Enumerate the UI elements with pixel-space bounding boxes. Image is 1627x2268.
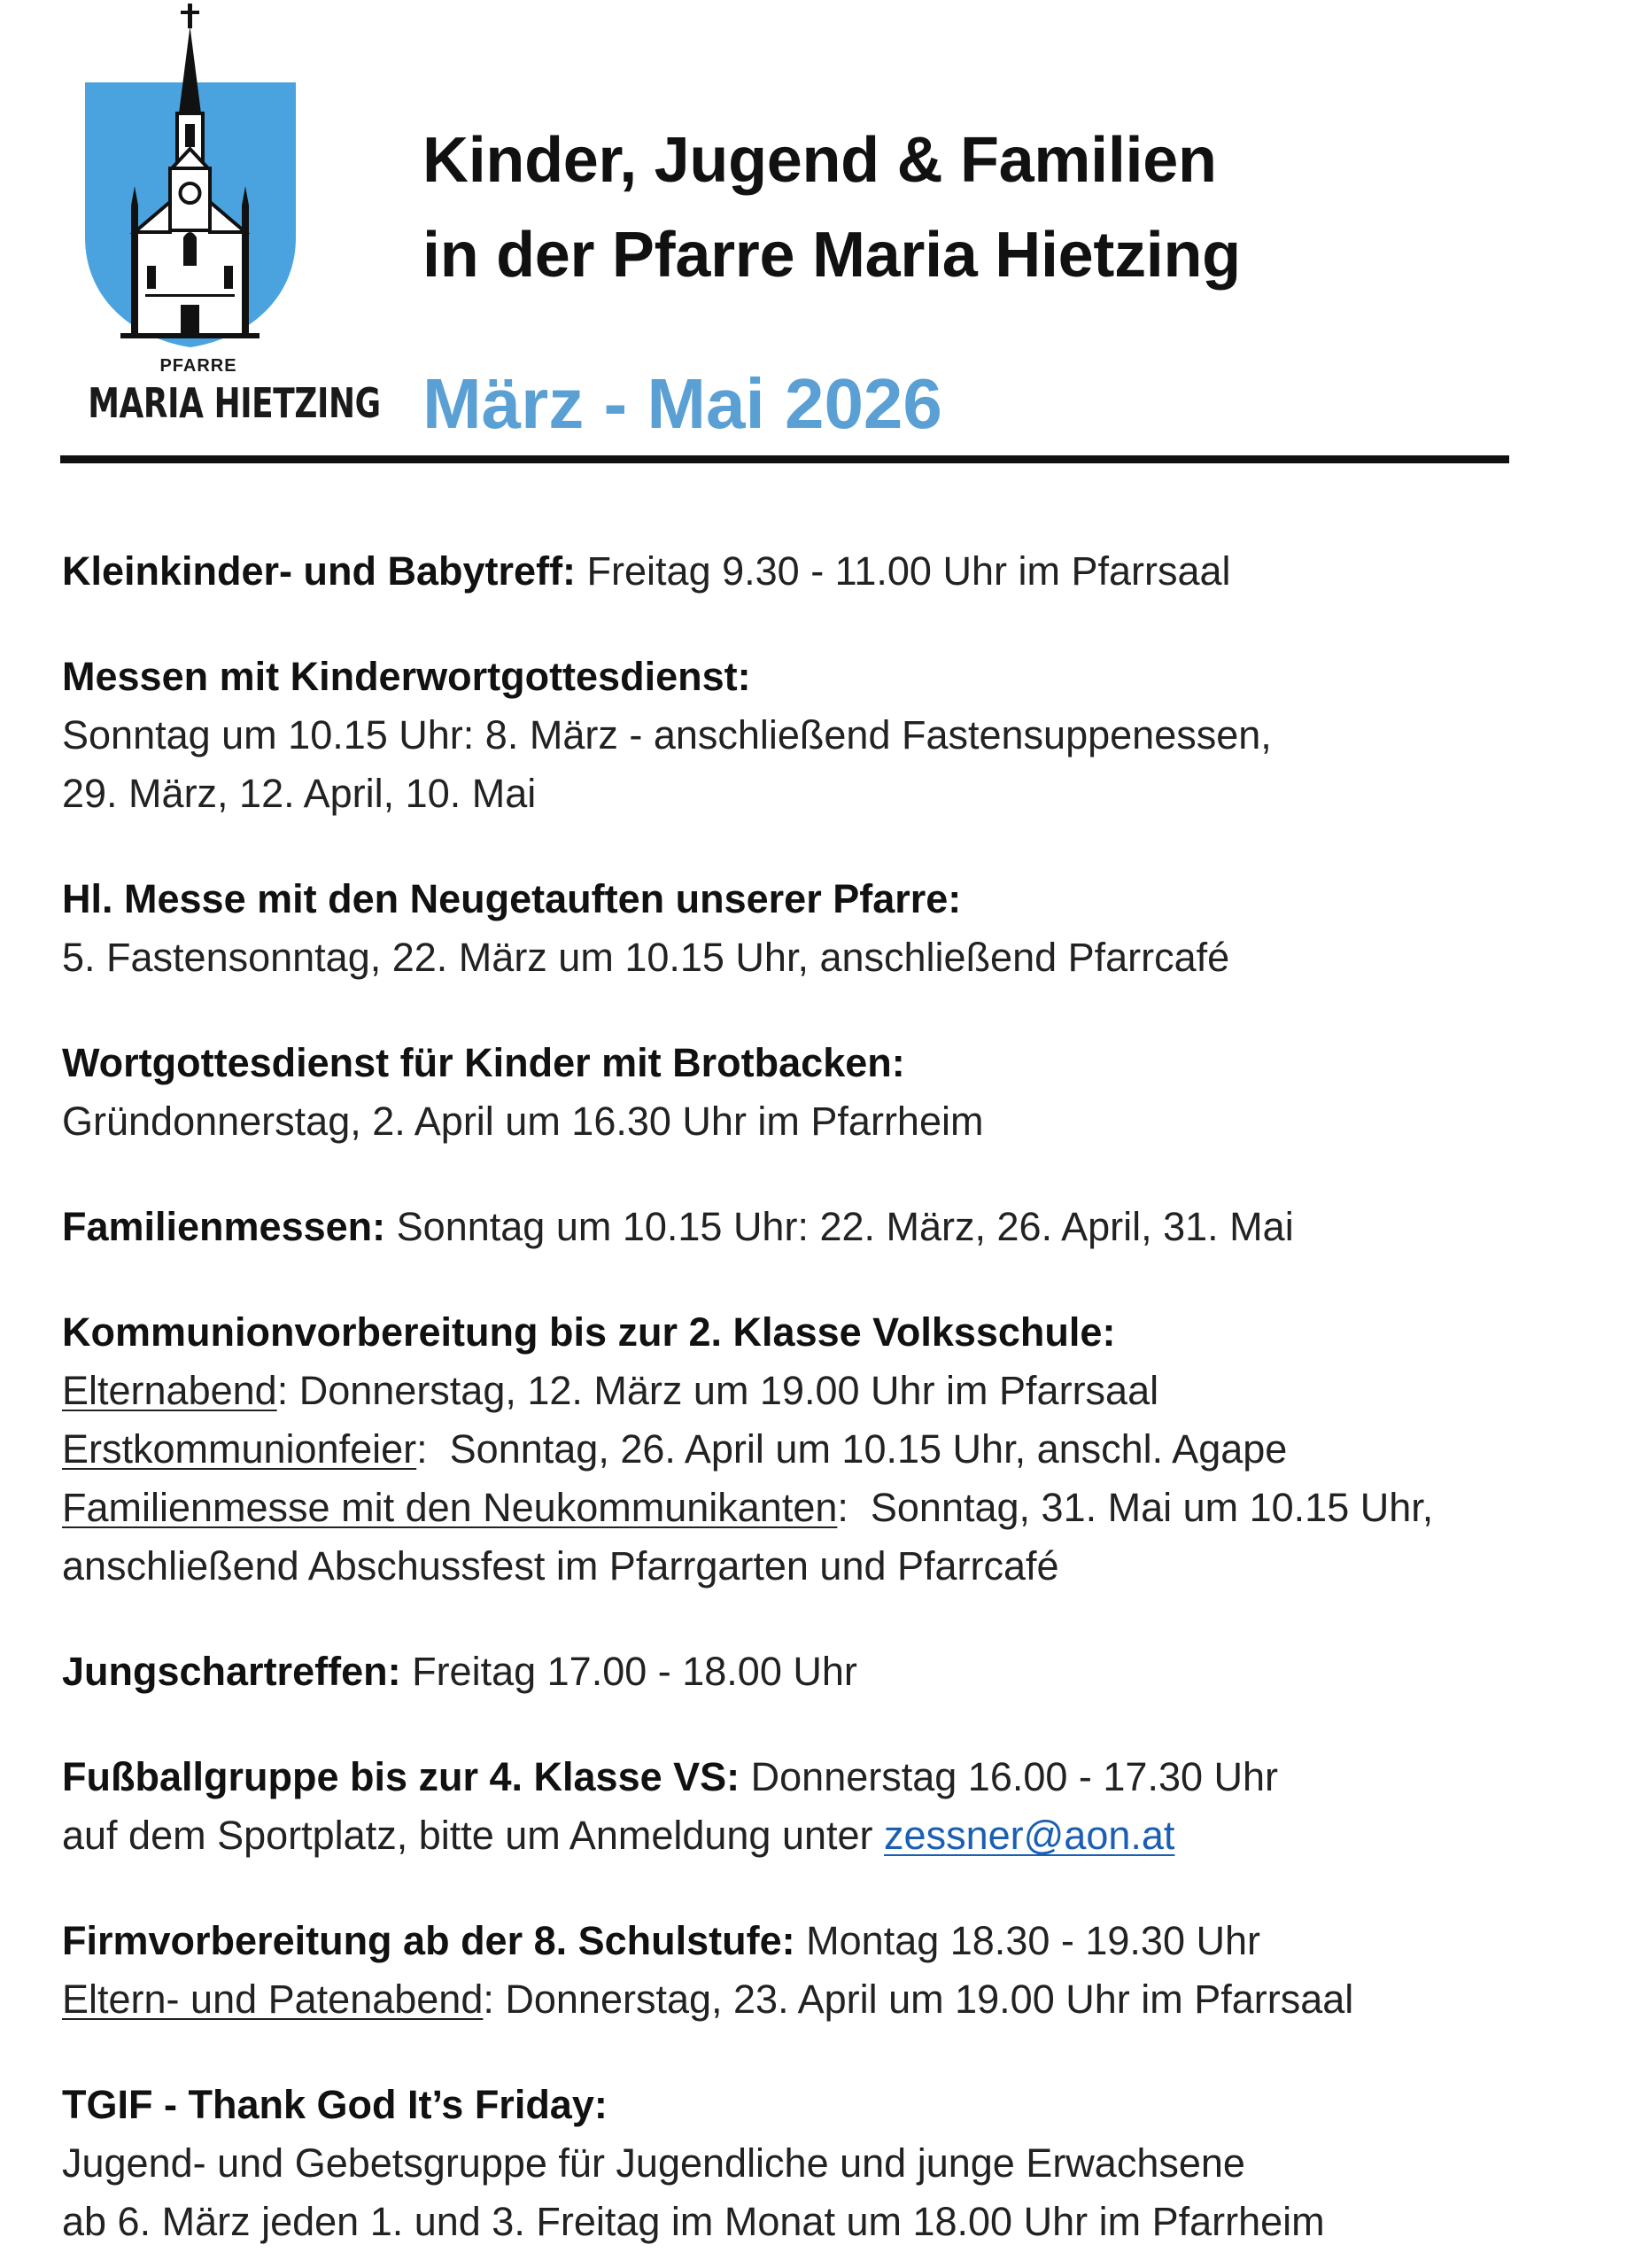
section-line [62, 1362, 1603, 1420]
section-text: Sonntag um 10.15 Uhr: 22. März, 26. April, 31. Mai [385, 1204, 1294, 1249]
section-kinderwortgottesdienst [62, 648, 1603, 823]
section-neugetaufte [62, 870, 1603, 987]
header-divider [60, 455, 1509, 463]
section-text: Gründonnerstag, 2. April um 16.30 Uhr im Pfarrheim [62, 1099, 984, 1144]
elternabend-label: Elternabend [62, 1368, 277, 1413]
section-text: auf dem Sportplatz, bitte um Anmeldung unter [62, 1813, 885, 1858]
title-line-2: in der Pfarre Maria Hietzing [422, 220, 1241, 291]
section-fussball [62, 1748, 1603, 1865]
section-line [62, 542, 1603, 601]
section-text: Donnerstag 16.00 - 17.30 Uhr [740, 1754, 1279, 1799]
email-link[interactable]: zessner@aon.at [884, 1813, 1175, 1858]
section-text: : Donnerstag, 23. April um 19.00 Uhr im Pfarrsaal [483, 1977, 1354, 2022]
section-text: 29. März, 12. April, 10. Mai [62, 771, 537, 816]
familienmesse-label: Familienmesse mit den Neukommunikanten [62, 1485, 838, 1530]
section-text: Freitag 17.00 - 18.00 Uhr [400, 1649, 857, 1694]
church-shield-icon [57, 0, 340, 354]
section-text: ab 6. März jeden 1. und 3. Freitag im Monat um 18.00 Uhr im Pfarrheim [62, 2199, 1325, 2244]
title-line-1: Kinder, Jugend & Familien [422, 125, 1217, 196]
section-line [62, 1912, 1603, 1970]
section-line [62, 1970, 1603, 2029]
section-kleinkinder [62, 542, 1603, 601]
logo-wordmark: MARIA HIETZING [88, 379, 381, 427]
section-label: Hl. Messe mit den Neugetauften unserer Pfarre: [62, 876, 962, 921]
event-list [62, 542, 1603, 2268]
section-brotbacken [62, 1034, 1603, 1151]
section-text: Freitag 9.30 - 11.00 Uhr im Pfarrsaal [576, 548, 1231, 594]
section-label: Fußballgruppe bis zur 4. Klasse VS: [62, 1754, 740, 1799]
page-title [422, 113, 1241, 303]
section-text: : Sonntag, 31. Mai um 10.15 Uhr, [837, 1485, 1434, 1530]
section-firmung [62, 1912, 1603, 2029]
season-heading: März - Mai 2026 [422, 364, 942, 443]
section-tgif [62, 2076, 1603, 2251]
section-text: anschließend Abschussfest im Pfarrgarten und Pfarrcafé [62, 1543, 1059, 1588]
section-line [62, 1198, 1603, 1256]
section-familienmessen [62, 1198, 1603, 1256]
section-line [62, 1479, 1603, 1537]
section-text: Jugend- und Gebetsgruppe für Jugendliche und junge Erwachsene [62, 2140, 1245, 2186]
section-kommunion [62, 1303, 1603, 1596]
logo-subtitle: PFARRE [159, 356, 237, 376]
erstkommunion-label: Erstkommunionfeier [62, 1426, 417, 1472]
section-label: Kleinkinder- und Babytreff: [62, 548, 577, 594]
section-line [62, 1643, 1603, 1701]
section-jungschar [62, 1643, 1603, 1701]
section-label: TGIF - Thank God It’s Friday: [62, 2082, 608, 2127]
patenabend-label: Eltern- und Patenabend [62, 1977, 484, 2022]
section-text: Sonntag um 10.15 Uhr: 8. März - anschließend Fastensuppenessen, [62, 712, 1272, 757]
section-text: : Donnerstag, 12. März um 19.00 Uhr im Pfarrsaal [276, 1368, 1159, 1413]
section-label: Kommunionvorbereitung bis zur 2. Klasse Volksschule: [62, 1309, 1116, 1355]
section-label: Jungschartreffen: [62, 1649, 401, 1694]
parish-logo [57, 0, 381, 434]
section-line [62, 1806, 1603, 1865]
section-line [62, 1748, 1603, 1806]
section-text: : Sonntag, 26. April um 10.15 Uhr, anschl. Agape [416, 1426, 1288, 1472]
section-line [62, 1420, 1603, 1479]
section-label: Messen mit Kinderwortgottesdienst: [62, 654, 751, 699]
section-text: Montag 18.30 - 19.30 Uhr [794, 1918, 1260, 1963]
section-text: 5. Fastensonntag, 22. März um 10.15 Uhr, anschließend Pfarrcafé [62, 935, 1230, 980]
section-label: Firmvorbereitung ab der 8. Schulstufe: [62, 1918, 795, 1963]
section-label: Familienmessen: [62, 1204, 386, 1249]
section-label: Wortgottesdienst für Kinder mit Brotbacken: [62, 1040, 905, 1085]
